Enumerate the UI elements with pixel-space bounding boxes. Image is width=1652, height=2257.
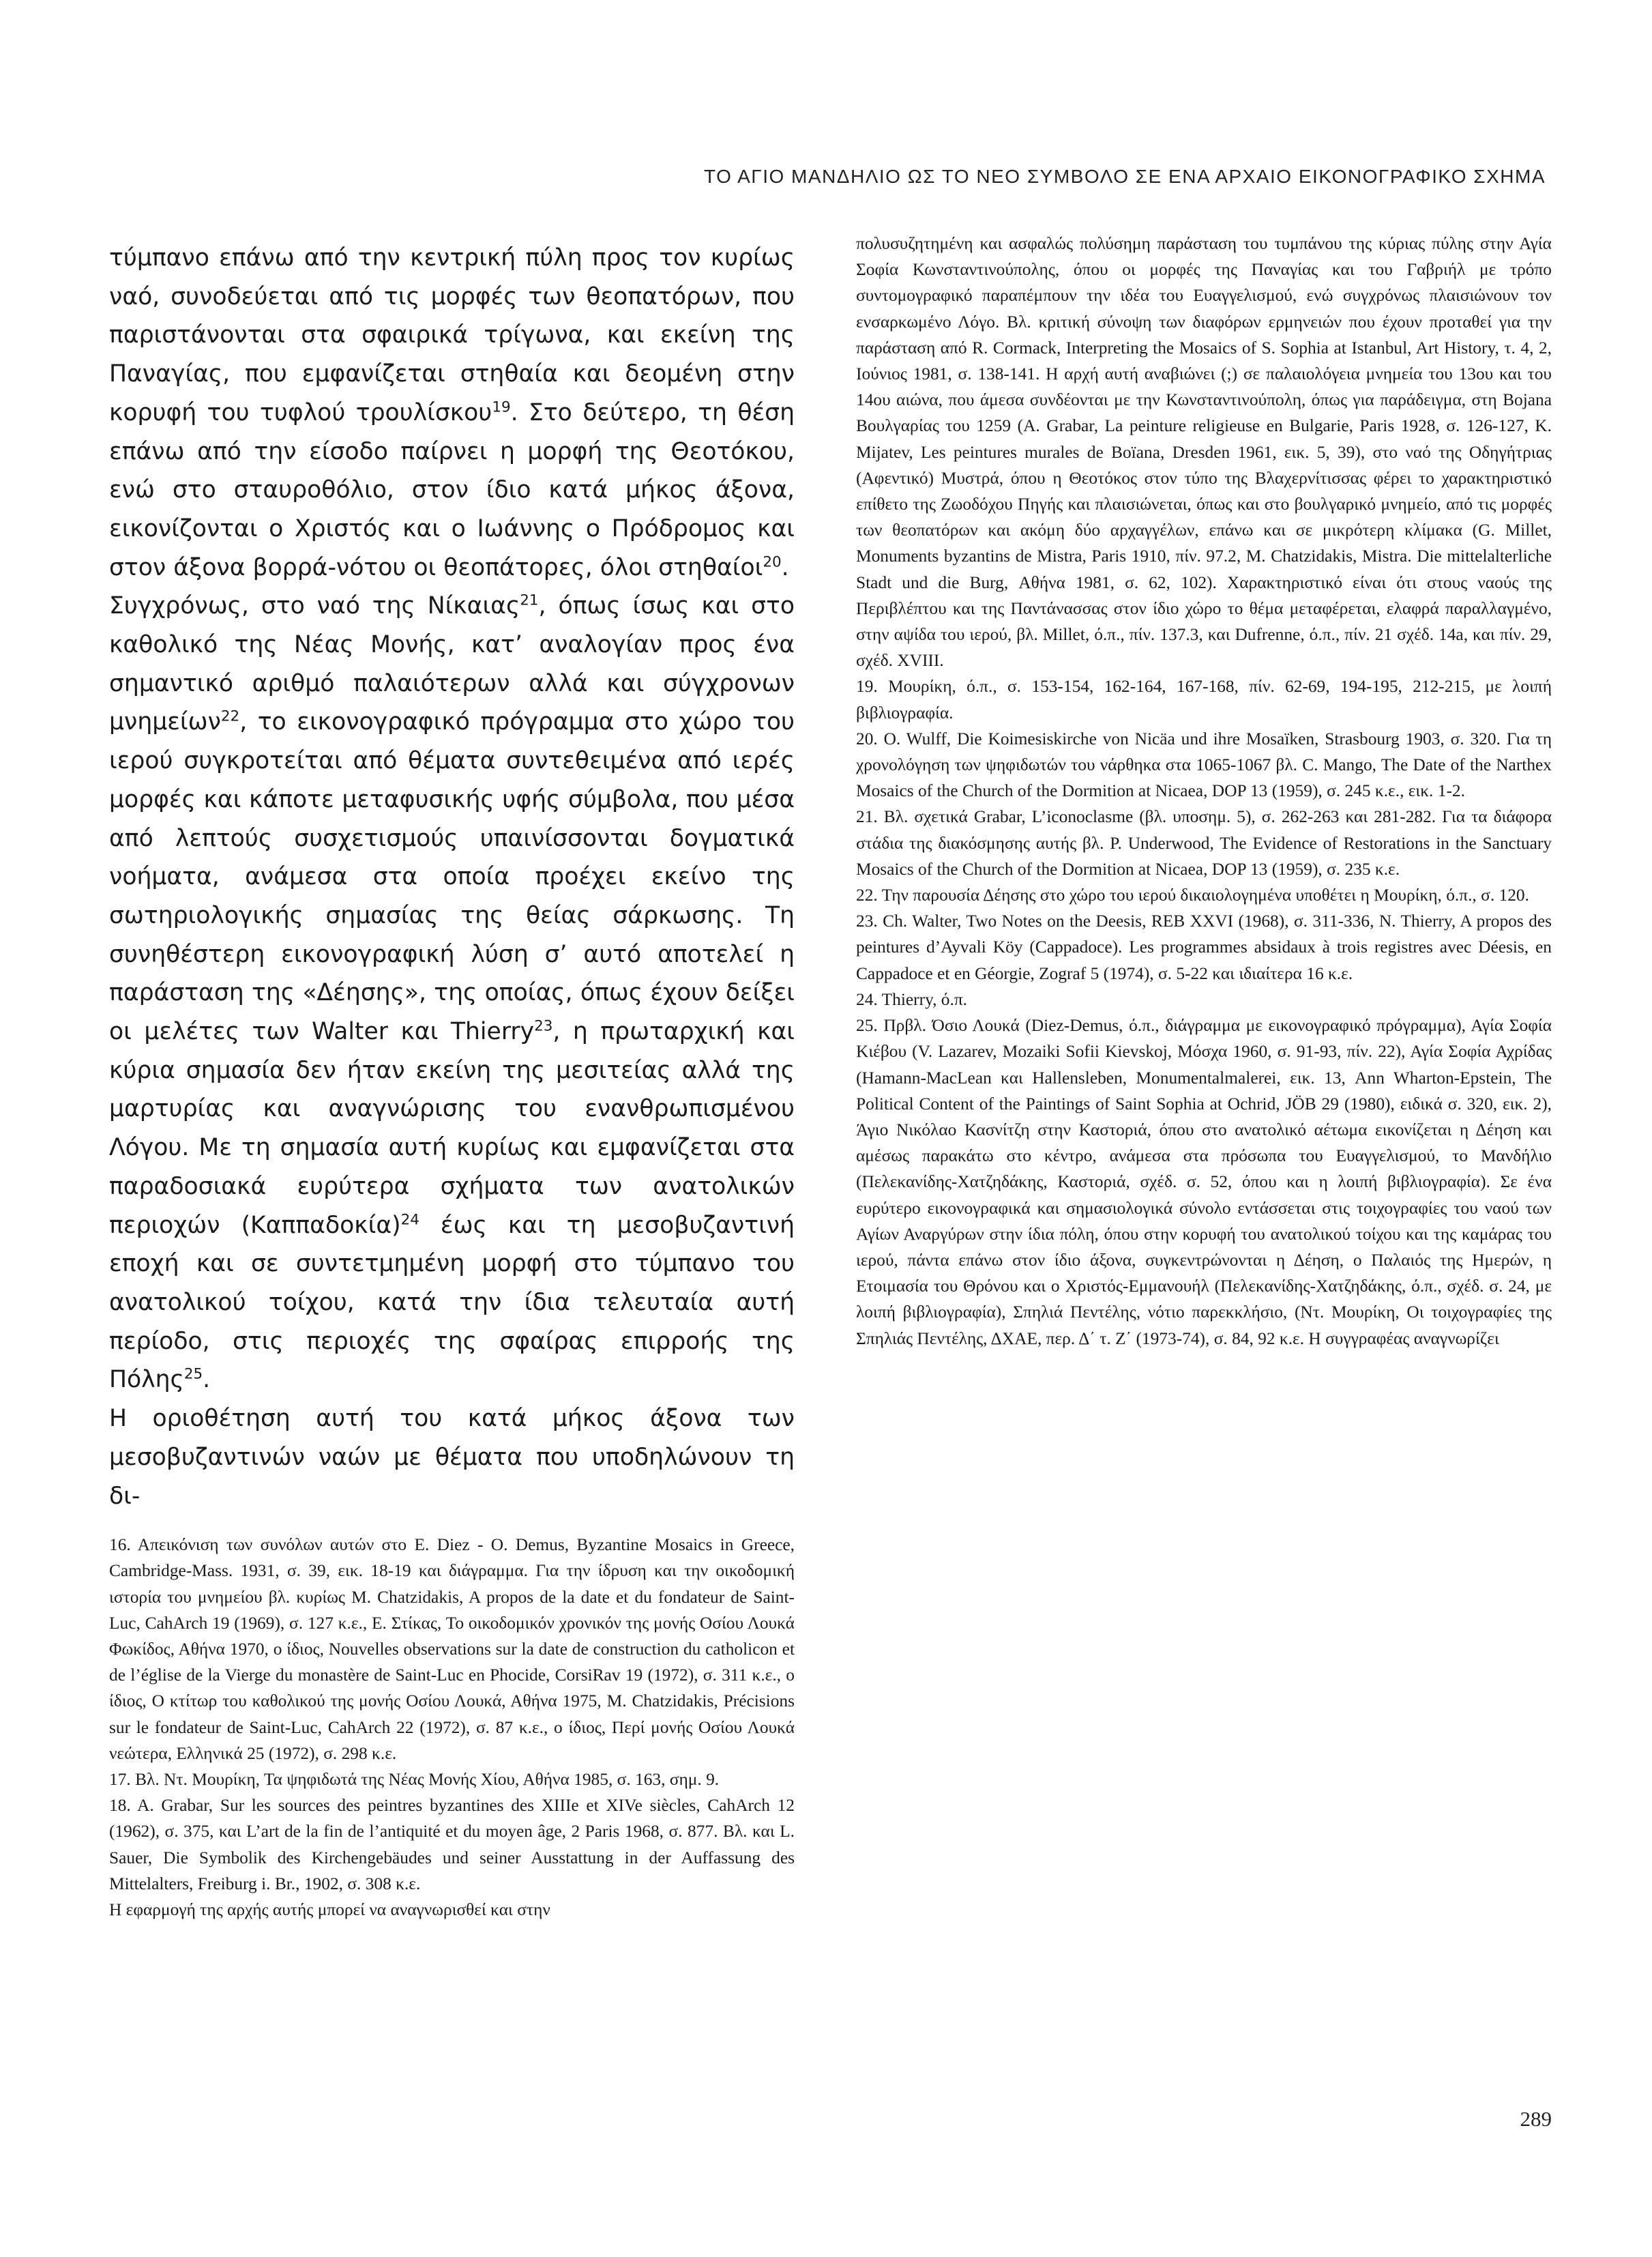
footnote-24: 24. Thierry, ό.π. xyxy=(856,989,968,1009)
footnote-23: 23. Ch. Walter, Two Notes on the Deesis, REB XXVI (1968), σ. 311-336, N. Thierry, A propos des peintures d’Ayvali Köy (Cappadoce). Les programmes absidaux à trois registres avec Déesis, en Cappadoce et en Géorgie, Zograf 5 (1974), σ. 5-22 και ιδιαίτερα 16 κ.ε. xyxy=(856,912,1552,983)
footnote-ref-24[interactable]: 24 xyxy=(400,1211,419,1229)
page-number: 289 xyxy=(1520,2107,1552,2131)
footnote-ref-25[interactable]: 25 xyxy=(183,1365,203,1383)
footnote-22: 22. Την παρουσία Δέησης στο χώρο του ιερού δικαιολογημένα υποθέτει η Μουρίκη, ό.π., σ. 120. xyxy=(856,886,1529,905)
footnote-25: 25. Πρβλ. Όσιο Λουκά (Diez-Demus, ό.π., διάγραμμα με εικονογραφικό πρόγραμμα), Αγία Σοφία Κιέβου (V. Lazarev, Mozaiki Sofii Kievskoj, Μόσχα 1960, σ. 91-93, πίν. 22), Αγία Σοφία Αχρίδας (Hamann-MacLean και Hallensleben, Monumentalmalerei, εικ. 13, Ann Wharton-Epstein, The Political Content of the Paintings of Saint Sophia at Ochrid, JÖB 29 (1980), ειδικά σ. 320, εικ. 2), Άγιο Νικόλαο Κασνίτζη στην Καστοριά, όπου στο ανατολικό αέτωμα εικονίζεται η Δέηση και αμέσως παρακάτω στο κέντρο, ανάμεσα στα πρόσωπα του Ευαγγελισμού, το Μανδήλιο (Πελεκανίδης-Χατζηδάκης, Καστοριά, σχέδ. σ. 52, όπου και η λοιπή βιβλιογραφία). Σε ένα ευρύτερο εικονογραφικά και σημασιολογικά σύνολο εντάσσεται στις τοιχογραφίες του ναού των Αγίων Αναργύρων στην ίδια πόλη, όπου στην κορυφή του ανατολικού τοίχου και της καμάρας του ιερού, πάντα επάνω στον ίδιο άξονα, συγκεντρώνονται η Δέηση, ο Παλαιός της Ημερών, η Ετοιμασία του Θρόνου και ο Χριστός-Εμμανουήλ (Πελεκανίδης-Χατζηδάκης, ό.π., σχέδ. σ. 24, με λοιπή βιβλιογραφία), Σπηλιά Πεντέλης, νότιο παρεκκλήσιο, (Ντ. Μουρίκη, Οι τοιχογραφίες της Σπηλιάς Πεντέλης, ΔΧΑΕ, περ. Δ΄ τ. Ζ΄ (1973-74), σ. 84, 92 κ.ε. Η συγγραφέας αναγνωρίζει xyxy=(856,1016,1552,1348)
right-column xyxy=(856,231,1552,1352)
body-text xyxy=(109,239,795,1515)
footnote-18: 18. A. Grabar, Sur les sources des peintres byzantines des XIIIe et XIVe siècles, CahArch 12 (1962), σ. 375, και L’art de la fin de l’antiquité et du moyen âge, 2 Paris 1968, σ. 877. Βλ. και L. Sauer, Die Symbolik des Kirchengebäudes und seiner Ausstattung in der Auffassung des Mittelalters, Freiburg i. Br., 1902, σ. 308 κ.ε. xyxy=(109,1796,795,1893)
footnote-ref-19[interactable]: 19 xyxy=(492,398,511,416)
body-paragraph-3: Η οριοθέτηση αυτή του κατά μήκος άξονα των μεσοβυζαντινών ναών με θέματα που υποδηλώνουν τη δι- xyxy=(109,1405,795,1510)
left-column xyxy=(109,239,795,1923)
footnote-16: 16. Απεικόνιση των συνόλων αυτών στο E. Diez - O. Demus, Byzantine Mosaics in Greece, Cambridge-Mass. 1931, σ. 39, εικ. 18-19 και διάγραμμα. Για την ίδρυση και την οικοδομική ιστορία του μνημείου βλ. κυρίως M. Chatzidakis, A propos de la date et du fondateur de Saint-Luc, CahArch 19 (1969), σ. 127 κ.ε., Ε. Στίκας, Το οικοδομικόν χρονικόν της μονής Οσίου Λουκά Φωκίδος, Αθήνα 1970, ο ίδιος, Nouvelles observations sur la date de construction du catholicon et de l’église de la Vierge du monastère de Saint-Luc en Phocide, CorsiRav 19 (1972), σ. 311 κ.ε., ο ίδιος, Ο κτίτωρ του καθολικού της μονής Οσίου Λουκά, Αθήνα 1975, M. Chatzidakis, Précisions sur le fondateur de Saint-Luc, CahArch 22 (1972), σ. 87 κ.ε., ο ίδιος, Περί μονής Οσίου Λουκά νεώτερα, Ελληνικά 25 (1972), σ. 298 κ.ε. xyxy=(109,1535,795,1763)
footnote-ref-23[interactable]: 23 xyxy=(534,1017,553,1035)
footnote-17: 17. Βλ. Ντ. Μουρίκη, Τα ψηφιδωτά της Νέας Μονής Χίου, Αθήνα 1985, σ. 163, σημ. 9. xyxy=(109,1770,720,1790)
footnote-21: 21. Βλ. σχετικά Grabar, L’iconoclasme (βλ. υποσημ. 5), σ. 262-263 και 281-282. Για τα διάφορα στάδια της διακόσμησης αυτής βλ. P. Underwood, The Evidence of Restorations in the Sanctuary Mosaics of the Church of the Dormition at Nicaea, DOP 13 (1959), σ. 235 κ.ε. xyxy=(856,807,1552,879)
body-paragraph-1: τύμπανο επάνω από την κεντρική πύλη προς τον κυρίως ναό, συνοδεύεται από τις μορφές των θεοπατόρων, που παριστάνονται στα σφαιρικά τρίγωνα, και εκείνη της Παναγίας, που εμφανίζεται στηθαία και δεομένη στην κορυφή του τυφλού τρουλίσκου$^{19}$. Στο δεύτερο, τη θέση επάνω από την είσοδο παίρνει η μορφή της Θεοτόκου, ενώ στο σταυροθόλιο, στον ίδιο κατά μήκος άξονα, εικονίζονται ο Χριστός και ο Ιωάννης ο Πρόδρομος και στον άξονα βορρά-νότου οι θεοπάτορες, όλοι στηθαίοι$^{20}$. xyxy=(109,244,795,581)
footnote-ref-22[interactable]: 22 xyxy=(220,708,240,725)
footnote-ref-21[interactable]: 21 xyxy=(520,592,539,609)
footnote-ref-20[interactable]: 20 xyxy=(763,553,782,571)
footnote-18-continued: Η εφαρμογή της αρχής αυτής μπορεί να αναγνωρισθεί και στην xyxy=(109,1900,550,1920)
body-paragraph-2: Συγχρόνως, στο ναό της Νίκαιας$^{21}$, όπως ίσως και στο καθολικό της Νέας Μονής, κατ’ αναλογίαν προς ένα σημαντικό αριθμό παλαιότερων αλλά και σύγχρονων μνημείων$^{22}$, το εικονογραφικό πρόγραμμα στο χώρο του ιερού συγκροτείται από θέματα συντεθειμένα από ιερές μορφές και κάποτε μεταφυσικής υφής σύμβολα, που μέσα από λεπτούς συσχετισμούς υπαινίσσονται δογματικά νοήματα, ανάμεσα στα οποία προέχει εκείνο της σωτηριολογικής σημασίας της θείας σάρκωσης. Τη συνηθέστερη εικονογραφική λύση σ’ αυτό αποτελεί η παράσταση της «Δέησης», της οποίας, όπως έχουν δείξει οι μελέτες των Walter και Thierry$^{23}$, η πρωταρχική και κύρια σημασία δεν ήταν εκείνη της μεσιτείας αλλά της μαρτυρίας και αναγνώρισης του ενανθρωπισμένου Λόγου. Με τη σημασία αυτή κυρίως και εμφανίζεται στα παραδοσιακά ευρύτερα σχήματα των ανατολικών περιοχών $(K\alpha\pi\pi\alpha\delta o\kappa ί\alpha)^{24}$ έως και τη μεσοβυζαντινή εποχή και σε συντετμημένη μορφή στο τύμπανο του ανατολικού τοίχου, κατά την ίδια τελευταία αυτή περίοδο, στις περιοχές της σφαίρας επιρροής της Πόλης$^{25}$. xyxy=(109,592,795,1394)
running-header: ΤΟ ΑΓΙΟ ΜΑΝΔΗΛΙΟ ΩΣ ΤΟ ΝΕΟ ΣΥΜΒΟΛΟ ΣΕ ΕΝΑ ΑΡΧΑΙΟ ΕΙΚΟΝΟΓΡΑΦΙΚΟ ΣΧΗΜΑ xyxy=(704,166,1546,187)
footnote-18-continuation: πολυσυζητημένη και ασφαλώς πολύσημη παράσταση του τυμπάνου της κύριας πύλης στην Αγία Σοφία Κωνσταντινούπολης, όπου οι μορφές της Παναγίας και του Γαβριήλ με τρόπο συντομογραφικό παραπέμπουν την ιδέα του Ευαγγελισμού, ενώ συγχρόνως πλαισιώνουν τον ενσαρκωμένο Λόγο. Βλ. κριτική σύνοψη των διαφόρων ερμηνειών που έχουν προταθεί για την παράσταση από R. Cormack, Interpreting the Mosaics of S. Sophia at Istanbul, Art History, τ. 4, 2, Ιούνιος 1981, σ. 138-141. Η αρχή αυτή αναβιώνει (;) σε παλαιολόγεια μνημεία του 13ου και του 14ου αιώνα, που άμεσα συνδέονται με την Κωνσταντινούπολη, όπως για παράδειγμα, στη Bojana Βουλγαρίας του 1259 (A. Grabar, La peinture religieuse en Bulgarie, Paris 1928, σ. 126-127, K. Mijatev, Les peintures murales de Boïana, Dresden 1961, εικ. 5, 39), στο ναό της Οδηγήτριας (Αφεντικό) Μυστρά, όπου η Θεοτόκος στον τύπο της Βλαχερνίτισσας φέρει το χαρακτηριστικό επίθετο της Ζωοδόχου Πηγής και πλαισιώνεται, όπως και στο βουλγαρικό μνημείο, από τις μορφές των θεοπατόρων και ακόμη δύο αρχαγγέλων, επάνω και σε μικρότερη κλίμακα (G. Millet, Monuments byzantins de Mistra, Paris 1910, πίν. 97.2, M. Chatzidakis, Mistra. Die mittelalterliche Stadt und die Burg, Αθήνα 1981, σ. 62, 102). Χαρακτηριστικό είναι ότι στους ναούς της Περιβλέπτου και της Παντάνασσας στον ίδιο χώρο το θέμα μεταφέρεται, ελαφρά παραλλαγμένο, στην αψίδα του ιερού, βλ. Millet, ό.π., πίν. 137.3, και Dufrenne, ό.π., πίν. 21 σχέδ. 14a, και πίν. 29, σχέδ. XVIII. xyxy=(856,234,1552,671)
footnote-20: 20. O. Wulff, Die Koimesiskirche von Nicäa und ihre Mosaïken, Strasbourg 1903, σ. 320. Για τη χρονολόγηση των ψηφιδωτών του νάρθηκα στα 1065-1067 βλ. C. Mango, The Date of the Narthex Mosaics of the Church of the Dormition at Nicaea, DOP 13 (1959), σ. 245 κ.ε., εικ. 1-2. xyxy=(856,729,1552,801)
footnotes-left xyxy=(109,1532,795,1923)
footnote-19: 19. Μουρίκη, ό.π., σ. 153-154, 162-164, 167-168, πίν. 62-69, 194-195, 212-215, με λοιπή βιβλιογραφία. xyxy=(856,677,1552,723)
